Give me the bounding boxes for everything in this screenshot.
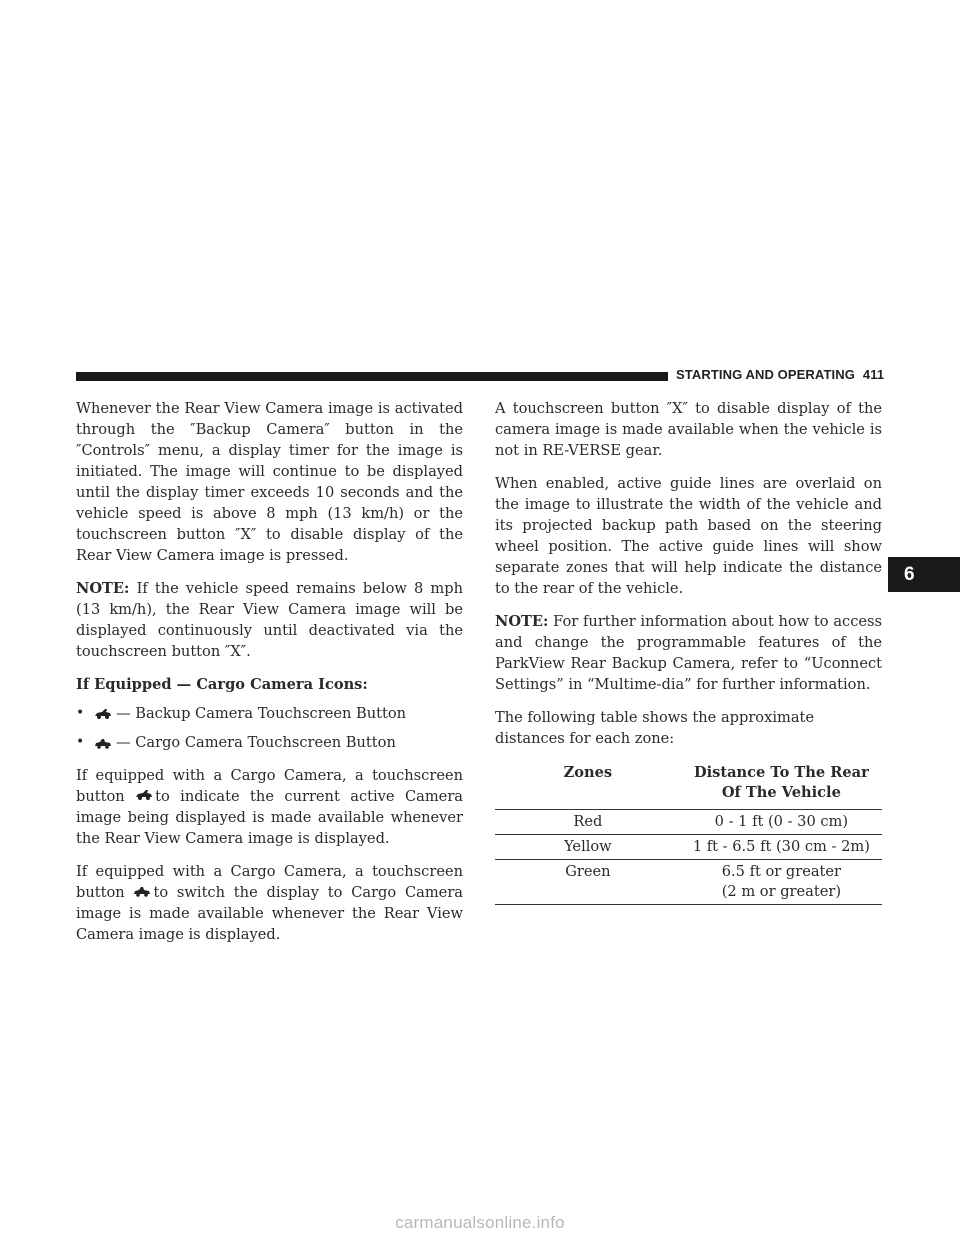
chapter-tab: 6 <box>888 557 960 592</box>
header-distance: Distance To The Rear Of The Vehicle <box>681 761 882 810</box>
cargo-camera-label: — Cargo Camera Touchscreen Button <box>116 734 396 751</box>
bullet-icon: • <box>76 705 85 721</box>
note-text: For further information about how to access and change the programmable features of the ParkView Rear Backup Camera, refer to “Uconnect Settings” in “Multime-dia” for further information. <box>495 613 882 693</box>
timer-paragraph: Whenever the Rear View Camera image is activated through the ″Backup Camera″ button in the ″Controls″ menu, a display timer for the image is initiated. The image will continue to be displayed until the display timer exceeds 10 seconds and the vehicle speed is above 8 mph (13 km/h) or the touchscreen button ″X″ to disable display of the Rear View Camera image is pressed. <box>76 400 463 564</box>
zone-name: Green <box>495 860 681 905</box>
running-header <box>676 367 884 382</box>
table-row <box>495 835 882 860</box>
list-item <box>76 732 463 753</box>
note-paragraph-right <box>495 611 882 695</box>
cargo-camera-icon <box>133 885 151 897</box>
section-title: STARTING AND OPERATING <box>676 367 855 382</box>
header-zones: Zones <box>495 761 681 810</box>
bullet-icon: • <box>76 734 85 750</box>
page-number: 411 <box>862 367 885 382</box>
table-row <box>495 860 882 905</box>
paragraph-rest: to indicate the current active Camera image being displayed is made available whenever the Rear View Camera image is displayed. <box>76 788 463 847</box>
cargo-camera-icon <box>94 737 112 749</box>
note-paragraph-left <box>76 578 463 662</box>
left-column <box>76 398 463 957</box>
zone-distance: 0 - 1 ft (0 - 30 cm) <box>681 810 882 835</box>
zones-table <box>495 761 882 905</box>
table-header-row <box>495 761 882 810</box>
zone-name: Red <box>495 810 681 835</box>
paragraph-lead: If equipped with a Cargo Camera, a touchscreen button <box>76 767 463 805</box>
backup-camera-icon <box>94 708 112 720</box>
right-column <box>495 398 882 905</box>
note-label: NOTE: <box>495 613 549 630</box>
guide-lines-paragraph: When enabled, active guide lines are overlaid on the image to illustrate the width of the vehicle and its projected backup path based on the steering wheel position. The active guide lines will show separate zones that will help indicate the distance to the rear of the vehicle. <box>495 475 882 597</box>
backup-camera-label: — Backup Camera Touchscreen Button <box>116 705 407 722</box>
zone-distance: 6.5 ft or greater (2 m or greater) <box>681 860 882 905</box>
paragraph-lead: If equipped with a Cargo Camera, a touchscreen button <box>76 863 463 901</box>
icon-list <box>76 703 463 753</box>
table-intro: The following table shows the approximate distances for each zone: <box>495 709 815 747</box>
paragraph-rest: to switch the display to Cargo Camera image is made available whenever the Rear View Camera image is displayed. <box>76 884 463 943</box>
note-text: If the vehicle speed remains below 8 mph (13 km/h), the Rear View Camera image will be displayed continuously until deactivated via the touchscreen button ″X″. <box>76 580 463 660</box>
icons-heading: If Equipped — Cargo Camera Icons: <box>76 676 368 693</box>
zone-distance: 1 ft - 6.5 ft (30 cm - 2m) <box>681 835 882 860</box>
backup-camera-icon <box>135 789 153 801</box>
table-row <box>495 810 882 835</box>
switch-camera-paragraph <box>76 861 463 945</box>
header-rule <box>76 372 668 381</box>
touchscreen-x-paragraph: A touchscreen button ″X″ to disable display of the camera image is made available when the vehicle is not in RE-VERSE gear. <box>495 400 882 459</box>
active-camera-paragraph <box>76 765 463 849</box>
list-item <box>76 703 463 724</box>
note-label: NOTE: <box>76 580 130 597</box>
zone-name: Yellow <box>495 835 681 860</box>
watermark: carmanualsonline.info <box>395 1213 565 1232</box>
